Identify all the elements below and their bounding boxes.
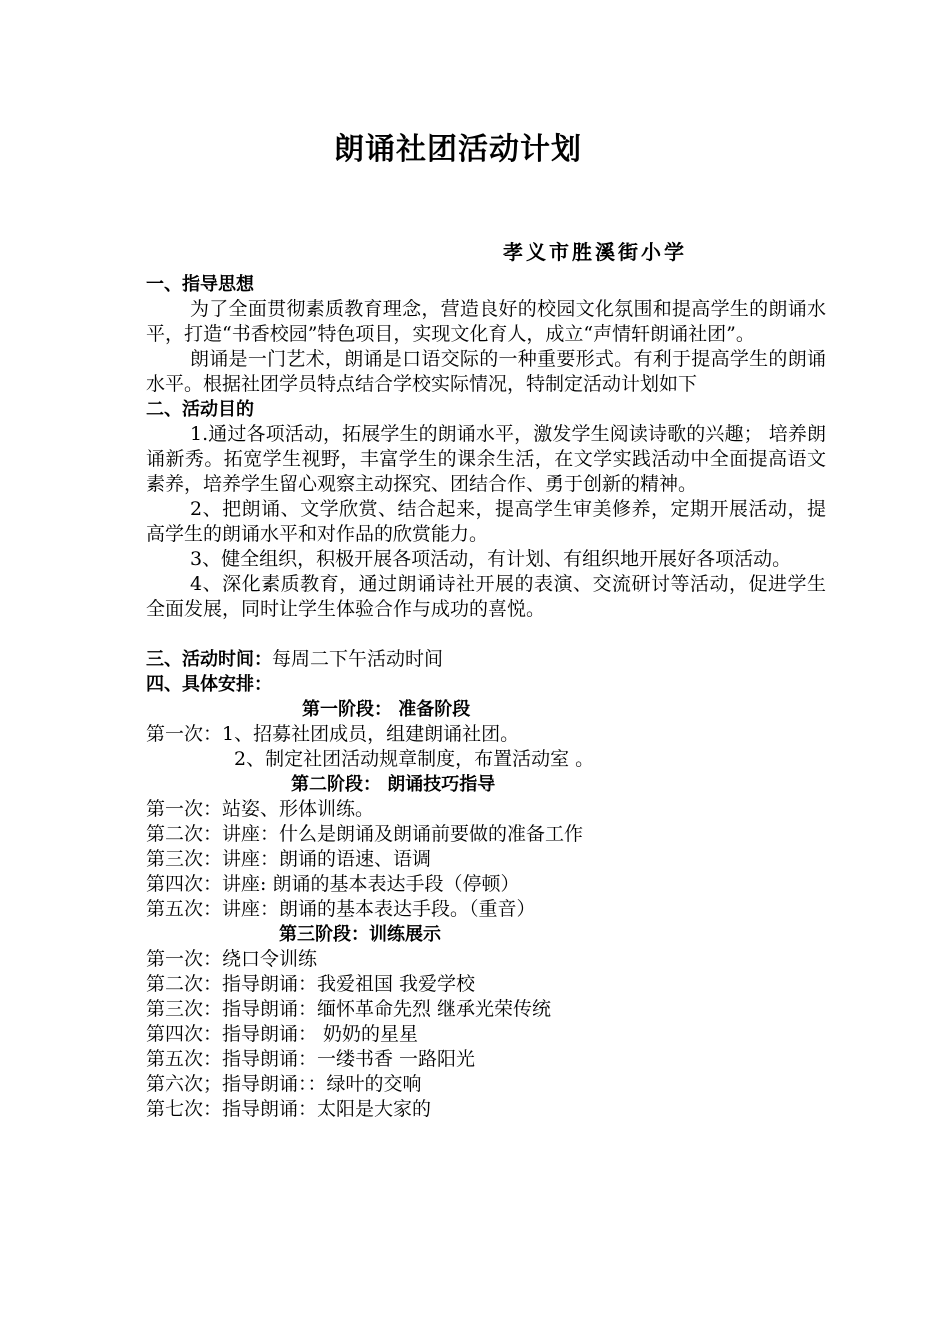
school-name: 孝义市胜溪街小学 [503, 240, 687, 264]
schedule-line: 第五次：讲座：朗诵的基本表达手段。（重音） [146, 898, 536, 920]
section-heading-schedule: 四、具体安排： [146, 674, 272, 695]
schedule-line: 第三次：指导朗诵：缅怀革命先烈 继承光荣传统 [146, 998, 552, 1020]
schedule-line: 第二次：讲座：什么是朗诵及朗诵前要做的准备工作 [146, 823, 584, 845]
section-heading-guiding-thought: 一、指导思想 [146, 274, 254, 295]
purpose-item: 4、深化素质教育，通过朗诵诗社开展的表演、交流研讨等活动，促进学生全面发展，同时让学生体验合作与成功的喜悦。 [146, 573, 826, 620]
section-heading-purpose: 二、活动目的 [146, 399, 254, 420]
paragraph: 朗诵是一门艺术，朗诵是口语交际的一种重要形式。有利于提高学生的朗诵水平。根据社团学员特点结合学校实际情况，特制定活动计划如下 [146, 348, 826, 395]
stage-title: 第二阶段： 朗诵技巧指导 [291, 774, 496, 795]
paragraph: 为了全面贯彻素质教育理念，营造良好的校园文化氛围和提高学生的朗诵水平，打造“书香校园”特色项目，实现文化育人，成立“声情轩朗诵社团”。 [146, 298, 826, 345]
purpose-item: 1.通过各项活动，拓展学生的朗诵水平，激发学生阅读诗歌的兴趣； 培养朗诵新秀。拓宽学生视野，丰富学生的课余生活，在文学实践活动中全面提高语文素养，培养学生留心观察主动探究、团结合作、勇于创新的精神。 [146, 423, 826, 495]
schedule-line: 第五次：指导朗诵：一缕书香 一路阳光 [146, 1048, 476, 1070]
schedule-line: 第七次：指导朗诵：太阳是大家的 [146, 1098, 432, 1120]
schedule-line: 第一次：站姿、形体训练。 [146, 798, 375, 820]
section-heading-time: 三、活动时间： [146, 649, 272, 670]
purpose-item: 3、健全组织，积极开展各项活动，有计划、有组织地开展好各项活动。 [190, 548, 792, 570]
schedule-line: 第六次；指导朗诵：：绿叶的交响 [146, 1073, 422, 1095]
schedule-line: 第一次：1、招募社团成员，组建朗诵社团。 [146, 723, 520, 745]
blank-line [146, 622, 826, 647]
activity-time-text: 每周二下午活动时间 [272, 648, 444, 670]
schedule-line: 第三次：讲座：朗诵的语速、语调 [146, 848, 432, 870]
activity-time-line [146, 647, 826, 672]
schedule-line: 第一次：绕口令训练 [146, 948, 318, 970]
schedule-line: 2、制定社团活动规章制度，布置活动室 。 [234, 748, 595, 770]
purpose-item: 2、把朗诵、文学欣赏、结合起来，提高学生审美修养，定期开展活动，提高学生的朗诵水平和对作品的欣赏能力。 [146, 498, 826, 545]
document-title: 朗诵社团活动计划 [334, 132, 582, 167]
document-body [146, 272, 826, 1122]
schedule-line: 第四次：讲座: 朗诵的基本表达手段（停顿） [146, 873, 520, 895]
stage-title: 第一阶段： 准备阶段 [302, 699, 471, 720]
schedule-line: 第四次：指导朗诵： 奶奶的星星 [146, 1023, 419, 1045]
stage-title: 第三阶段：训练展示 [279, 924, 441, 945]
schedule-line: 第二次：指导朗诵：我爱祖国 我爱学校 [146, 973, 476, 995]
